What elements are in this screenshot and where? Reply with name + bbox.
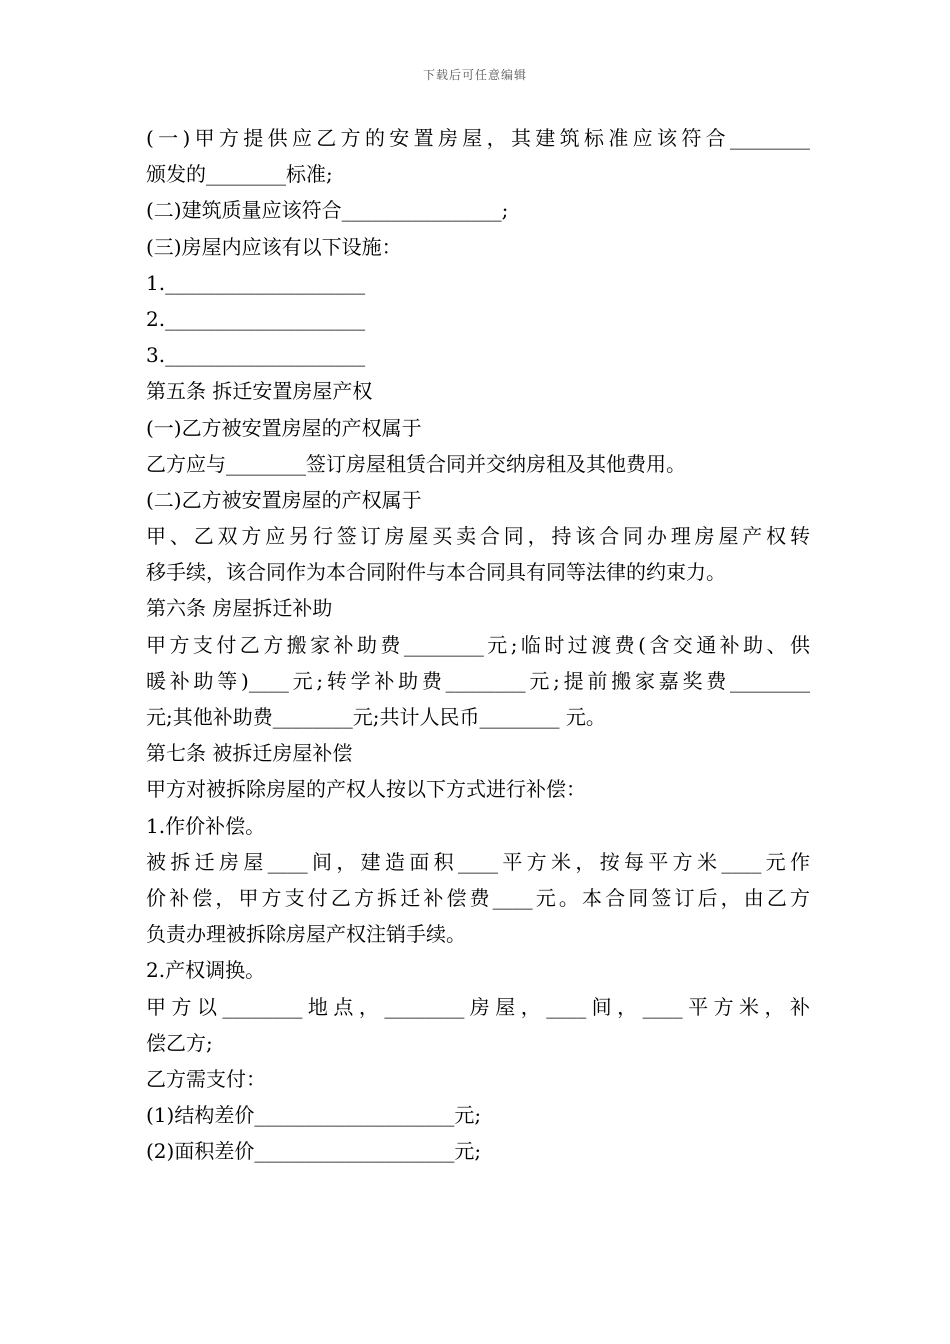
clause-line: 负责办理被拆除房屋产权注销手续。 (146, 922, 466, 947)
clause-line: (一)甲方提供应乙方的安置房屋，其建筑标准应该符合________ (146, 126, 810, 150)
article-heading: 第五条 拆迁安置房屋产权 (146, 379, 373, 404)
clause-line: 移手续，该合同作为本合同附件与本合同具有同等法律的约束力。 (146, 560, 726, 585)
clause-line: (二)建筑质量应该符合________________; (146, 198, 509, 223)
article-heading: 第七条 被拆迁房屋补偿 (146, 741, 353, 766)
clause-line: 暖补助等)____元;转学补助费________元;提前搬家嘉奖费________ (146, 668, 810, 693)
clause-line: 偿乙方; (146, 1030, 213, 1055)
facility-item: 2.____________________ (146, 306, 366, 331)
document-body (146, 120, 810, 1169)
payment-item: (1)结构差价____________________元; (146, 1103, 482, 1128)
clause-line: 被拆迁房屋____间，建造面积____平方米，按每平方米____元作 (146, 849, 810, 874)
payment-item: (2)面积差价____________________元; (146, 1139, 482, 1164)
clause-line: 甲方以________地点，________房屋，____间，____平方米，补 (146, 994, 810, 1019)
clause-line: 元;其他补助费________元;共计人民币________ 元。 (146, 705, 606, 729)
clause-line: (三)房屋内应该有以下设施： (146, 234, 402, 259)
clause-line: 乙方应与________签订房屋租赁合同并交纳房租及其他费用。 (146, 451, 686, 476)
clause-line: 价补偿，甲方支付乙方拆迁补偿费____元。本合同签订后，由乙方 (146, 885, 810, 910)
clause-line: (一)乙方被安置房屋的产权属于 (146, 415, 422, 440)
article-heading: 第六条 房屋拆迁补助 (146, 596, 333, 621)
clause-line: 1.作价补偿。 (146, 813, 266, 838)
clause-line: 甲、乙双方应另行签订房屋买卖合同，持该合同办理房屋产权转 (146, 524, 810, 549)
clause-line: 甲方对被拆除房屋的产权人按以下方式进行补偿： (146, 777, 586, 802)
clause-line: 2.产权调换。 (146, 958, 266, 983)
facility-item: 1.____________________ (146, 270, 366, 295)
clause-line: (二)乙方被安置房屋的产权属于 (146, 487, 422, 512)
facility-item: 3.____________________ (146, 343, 366, 368)
clause-line: 甲方支付乙方搬家补助费________元;临时过渡费(含交通补助、供 (146, 632, 810, 657)
clause-line: 乙方需支付： (146, 1066, 266, 1091)
clause-line: 颁发的________标准; (146, 162, 333, 187)
page-header-watermark: 下载后可任意编辑 (422, 68, 527, 82)
